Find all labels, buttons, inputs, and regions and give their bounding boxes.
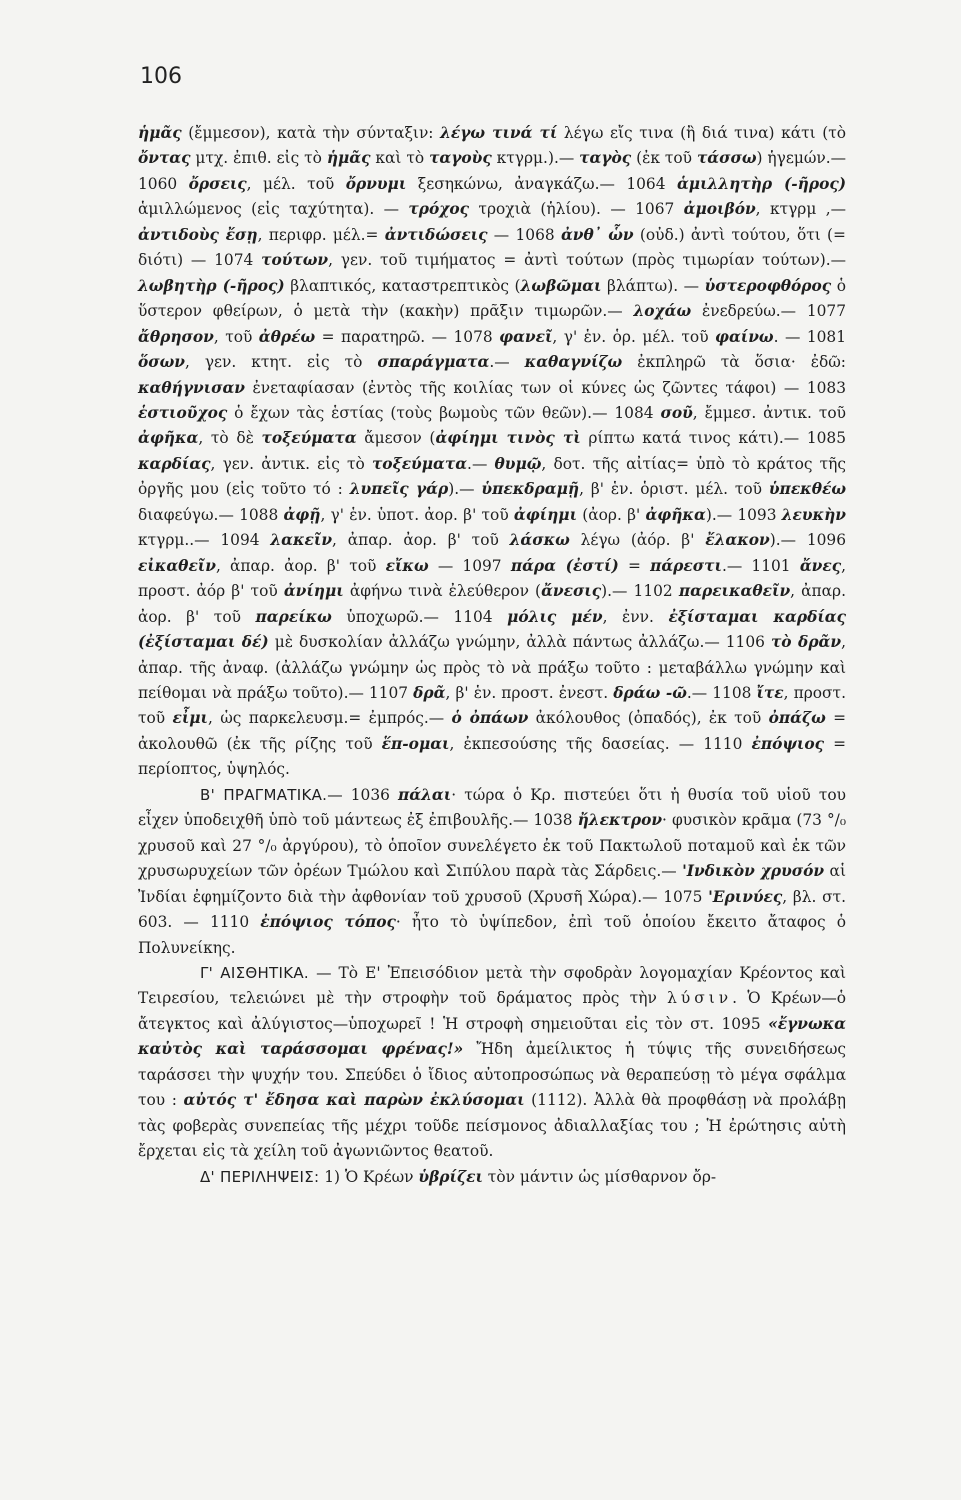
greek-term: ἤλεκτρον [577,811,663,830]
greek-term: ἀντιδοὺς ἔσῃ [138,225,258,244]
greek-term: τὸ δρᾶν [770,633,842,652]
greek-term: εἰκαθεῖν [138,556,216,575]
body-text: ).— 1102 [601,582,679,601]
greek-term: ταγοὺς [429,149,492,168]
greek-term: ἄνεσις [541,582,602,601]
body-text: , δοτ. τῆς αἰτίας= ὑπὸ τὸ κράτος τῆς ὀργῆς μου (εἰς τοῦτο τό : [138,454,847,499]
body-text: ἐνεδρεύω.— 1077 [691,302,846,321]
body-text: , ἀπαρ. ἀορ. β' τοῦ [215,556,386,575]
body-text: . Ὁ Κρέων—ὁ ἄτεγκτος καὶ ἀλύγιστος—ὑποχωρεῖ ! Ἡ στροφὴ σημειοῦται εἰς τὸν στ. 1095 [138,989,846,1033]
greek-term: ἄθρησον [138,327,214,346]
body-text: ἁμιλλώμενος (εἰς ταχύτητα). — [138,200,409,219]
greek-term: ἀφῆκα [138,429,199,448]
greek-term: σοῦ [660,403,693,422]
greek-term: λέγω τινά τί [440,124,558,142]
body-text: ἀκόλουθος (ὀπαδός), ἐκ τοῦ [528,709,769,728]
greek-term: ὑπεκδραμῇ [481,480,580,499]
greek-term: ἀνίημι [283,582,344,601]
greek-term: ἄνες [799,556,842,575]
greek-term: ὑστεροφθόρος [704,276,832,295]
greek-term: τρόχος [408,200,470,219]
greek-term: ὄρνυμι [345,174,407,193]
greek-term: παρείκω [255,607,332,626]
greek-term: φαίνω [715,327,774,346]
greek-term: καρδίας [138,454,211,473]
greek-term: λάσκω [509,531,570,550]
body-text: — 1036 [327,785,399,804]
greek-term: δράω -ῶ [613,683,687,702]
greek-term: ἐπόψιος [751,734,824,753]
greek-term: ἕπ-ομαι [381,734,450,753]
body-text: λέγω (ἀόρ. β' [569,531,706,550]
body-text: , τὸ δὲ [198,429,262,448]
body-text: .— [467,454,495,473]
greek-term: ἔλακον [705,531,770,550]
greek-term: ὅσων [138,353,185,372]
body-text: ἐκπληρῶ τὰ ὅσια· ἐδῶ: [622,353,846,372]
body-text: βλάπτω). — [601,276,705,295]
body-text: , ἀπαρ. ἀορ. β' τοῦ [332,531,510,550]
body-text: .— [489,353,525,372]
body-text: = παρατηρῶ. — 1078 [315,327,500,346]
greek-term: λυπεῖς γάρ [349,480,449,499]
section-heading: Γ' ΑΙΣΘΗΤΙΚΑ. [200,963,310,982]
greek-term: ἁμιλλητὴρ (-ῆρος) [676,174,847,193]
body-text: τροχιὰ (ἡλίου). — 1067 [469,200,684,219]
body-text: , ὡς παρκελευσμ.= ἐμπρός.— [208,709,452,728]
greek-term: φανεῖ [499,327,553,346]
greek-term: καθαγνίζω [524,353,623,372]
greek-term: τούτων [261,251,329,270]
body-text: διαφεύγω.— 1088 [138,505,284,524]
body-text: , προστ. τοῦ [138,683,846,728]
greek-term: δρᾶ [413,683,446,702]
body-text: , γ' ἑν. ὑποτ. ἀορ. β' τοῦ [320,505,514,524]
greek-term: ἐξίσταμαι καρδίας (ἐξίσταμαι δέ) [138,607,847,652]
body-text: — 1068 [487,225,561,244]
greek-term: 'Ερινύες [708,887,783,906]
greek-term: λωβητὴρ (-ῆρος) [138,276,285,295]
greek-term: 'Ινδικὸν χρυσόν [682,862,825,881]
spaced-term: λύσιν [667,989,733,1008]
body-text: Ἤδη ἀμείλικτος ἡ τύψις τῆς συνειδήσεως ταράσσει τὴν ψυχήν του. Σπεύδει ὁ ἴδιος αὐτοπροσώπως νὰ θεραπεύσῃ τὸ μέγα σφάλμα του : [138,1040,846,1110]
body-text: · τώρα ὁ Κρ. πιστεύει ὅτι ἡ θυσία τοῦ υἱοῦ του εἶχεν ὑποδειχθῆ ὑπὸ τοῦ μάντεως ἐξ ἐπιβουλῆς.— 1038 [138,785,846,830]
page-number: 106 [140,64,182,89]
body-text: = περίοπτος, ὑψηλός. [138,734,846,779]
body-text: ).— 1096 [769,531,846,550]
greek-term: ἑστιοῦχος [138,403,228,422]
greek-term: ἀφῆκα [645,505,706,524]
greek-term: ὄρσεις [188,174,247,193]
body-text: , ἀπαρ. τῆς ἀναφ. (ἀλλάζω γνώμην ὡς πρὸς τὸ νὰ πράξω τοῦτο : μεταβάλλω γνώμην καὶ πείθομαι νὰ πράξω τοῦτο).— 1107 [138,633,846,702]
body-text: ὑποχωρῶ.— 1104 [331,607,508,626]
body-text: (1112). Ἀλλὰ θὰ προφθάσῃ νὰ προλάβῃ τὰς φοβερὰς συνεπείας τῆς μέχρι τοῦδε πείσμονος ἀδιαλλαξίας του ; Ἡ ἐρώτησις αὐτὴ ἔρχεται εἰς τὰ χείλη τοῦ ἀγωνιῶντος θεατοῦ. [138,1091,846,1161]
greek-term: ἀφίημι τινὸς τὶ [435,429,581,448]
body-text: ).— 1093 [705,505,782,524]
body-text: = [618,556,651,575]
greek-term: εἴκω [385,556,429,575]
body-text: (ἀορ. β' [577,505,646,524]
body-text: — 1097 [428,556,511,575]
body-text: , τοῦ [213,327,259,346]
greek-term: λωβῶμαι [520,276,602,295]
body-text: , μέλ. τοῦ [246,174,346,193]
body-text: , β' ἑν. προστ. ἐνεστ. [445,683,614,702]
body-text: βλαπτικός, καταστρεπτικὸς ( [284,276,521,295]
greek-term: λευκὴν [781,505,846,524]
body-text: , γ' ἑν. ὁρ. μέλ. τοῦ [552,327,716,346]
body-text: (ἐκ τοῦ [631,149,697,168]
greek-term: ἀφῇ [283,505,321,524]
body-text: (οὐδ.) ἀντὶ τούτου, ὅτι (= διότι) — 1074 [138,225,846,270]
body-text: ) ἡγεμών.— 1060 [138,149,847,193]
body-text: ἐνεταφίασαν (ἐντὸς τῆς κοιλίας των οἱ κύνες ὡς ζῶντες τάφοι) — 1083 [245,378,846,397]
section-pragmatika [138,783,846,961]
glossary-paragraph [138,121,846,783]
body-text: ξεσηκώνω, ἀναγκάζω.— 1064 [406,174,677,193]
body-text: = ἀκολουθῶ (ἐκ τῆς ρίζης τοῦ [138,709,846,753]
greek-term: ἐπόψιος τόπος [260,913,396,932]
greek-term: εἶμι [172,709,208,728]
greek-term: «ἔγνωκα καὐτὸς καὶ ταράσσομαι φρένας!» [138,1014,846,1059]
page-text [138,121,846,1190]
body-text: ρίπτω κατά τινος κάτι).— 1085 [580,429,847,448]
greek-term: ἀφίημι [513,505,578,524]
body-text: , γεν. ἀντικ. εἰς τὸ [210,454,372,473]
greek-term: ὄντας [138,149,191,168]
body-text: 1) Ὁ Κρέων [319,1167,419,1186]
body-text: · ἦτο τὸ ὑψίπεδον, ἐπὶ τοῦ ὁποίου ἔκειτο ἄταφος ὁ Πολυνείκης. [138,913,846,957]
body-text: , προστ. ἀόρ β' τοῦ [138,556,846,601]
body-text: . — 1081 [773,327,846,346]
greek-term: παρεικαθεῖν [678,582,791,601]
greek-term: θυμῷ [494,454,542,473]
body-text: ἄμεσον ( [356,429,436,448]
greek-term: αὐτός τ' ἔδησα καὶ παρὼν ἐκλύσομαι [183,1091,525,1110]
greek-term: λακεῖν [270,531,332,550]
greek-term: ὁ ὀπάων [451,709,529,728]
body-text: , γεν. τοῦ τιμήματος = ἀντὶ τούτων (πρὸς τιμωρίαν τούτων).— [328,251,846,270]
greek-term: ἀμοιβόν [683,200,756,219]
body-text: , β' ἑν. ὁριστ. μέλ. τοῦ [579,480,769,499]
body-text: μὲ δυσκολίαν ἀλλάζω γνώμην, ἀλλὰ πάντως ἀλλάζω.— 1106 [268,633,771,652]
body-text: ὁ ἔχων τὰς ἑστίας (τοὺς βωμοὺς τῶν θεῶν).— 1084 [227,403,661,422]
greek-term: ἀνθ᾽ ὧν [560,225,634,244]
body-text: .— 1101 [721,556,800,575]
body-text: , ἀπαρ. ἀορ. β' τοῦ [138,582,846,626]
body-text: , περιφρ. μέλ.= [257,225,385,244]
greek-term: τοξεύματα [371,454,468,473]
body-text: τὸν μάντιν ὡς μίσθαρνον ὄρ- [482,1167,717,1186]
greek-term: ἀντιδώσεις [384,225,488,244]
greek-term: ἡμᾶς [138,124,182,142]
body-text: (ἔμμεσον), κατὰ τὴν σύνταξιν: [181,124,441,142]
body-text: , κτγρμ ,— [755,200,847,219]
body-text: ).— [448,480,482,499]
greek-term: καθήγνισαν [138,378,245,397]
greek-term: ὑβρίζει [418,1167,483,1186]
greek-term: σπαράγματα [377,353,490,372]
body-text: ἀφήνω τινὰ ἐλεύθερον ( [343,582,542,601]
greek-term: τοξεύματα [261,429,357,448]
body-text: λέγω εἴς τινα (ἢ διά τινα) κάτι (τὸ [557,124,847,142]
greek-term: ταγὸς [579,149,632,168]
body-text: — Τὸ Ε' Ἐπεισόδιον μετὰ τὴν σφοδρὰν λογομαχίαν Κρέοντος καὶ Τειρεσίου, τελειώνει μὲ τὴν στροφὴν τοῦ δράματος πρὸς τὴν [138,963,846,1008]
body-text: αἱ Ἰνδίαι ἐφημίζοντο διὰ τὴν ἀφθονίαν τοῦ χρυσοῦ (Χρυσῆ Χώρα).— 1075 [138,862,846,906]
section-heading: Δ' ΠΕΡΙΛΗΨΕΙΣ: [200,1167,320,1186]
greek-term: ἡμᾶς [326,149,371,168]
body-text: μτχ. ἐπιθ. εἰς τὸ [190,149,327,168]
body-text: , ἔμμεσ. ἀντικ. τοῦ [692,403,846,422]
greek-term: τάσσω [696,149,757,168]
greek-term: ὀπάζω [768,709,826,728]
body-text: καὶ τὸ [370,149,430,168]
body-text: , βλ. στ. 603. — 1110 [138,887,846,932]
body-text: .— 1108 [686,683,757,702]
greek-term: πάρα (ἐστί) [510,556,619,575]
greek-term: μόλις μέν [507,607,603,626]
body-text: , ἐκπεσούσης τῆς δασείας. — 1110 [449,734,752,753]
section-perilipseis [138,1165,846,1190]
greek-term: πάρεστι [650,556,722,575]
greek-term: ὑπεκθέω [768,480,846,499]
body-text: κτγρμ.).— [491,149,580,168]
greek-term: ἴτε [756,683,784,702]
section-heading: Β' ΠΡΑΓΜΑΤΙΚΑ. [200,785,328,804]
body-text: · φυσικὸν κρᾶμα (73 °/₀ χρυσοῦ καὶ 27 °/₀ ἀργύρου), τὸ ὁποῖον συνελέγετο ἐκ τοῦ Πακτωλοῦ ποταμοῦ καὶ ἐκ τῶν χρυσωρυχείων τῶν ὀρέων Τμώλου καὶ Σιπύλου παρὰ τὰς Σάρδεις.— [138,811,846,881]
body-text: κτγρμ..— 1094 [138,531,271,550]
greek-term: ἀθρέω [258,327,316,346]
greek-term: λοχάω [633,302,692,321]
greek-term: πάλαι [398,785,452,804]
body-text: , ἐνν. [602,607,669,626]
body-text: , γεν. κτητ. εἰς τὸ [184,353,378,372]
body-text: ὁ ὕστερον φθείρων, ὁ μετὰ τὴν (κακὴν) πρᾶξιν τιμωρῶν.— [138,276,846,321]
section-aisthitika [138,961,846,1165]
